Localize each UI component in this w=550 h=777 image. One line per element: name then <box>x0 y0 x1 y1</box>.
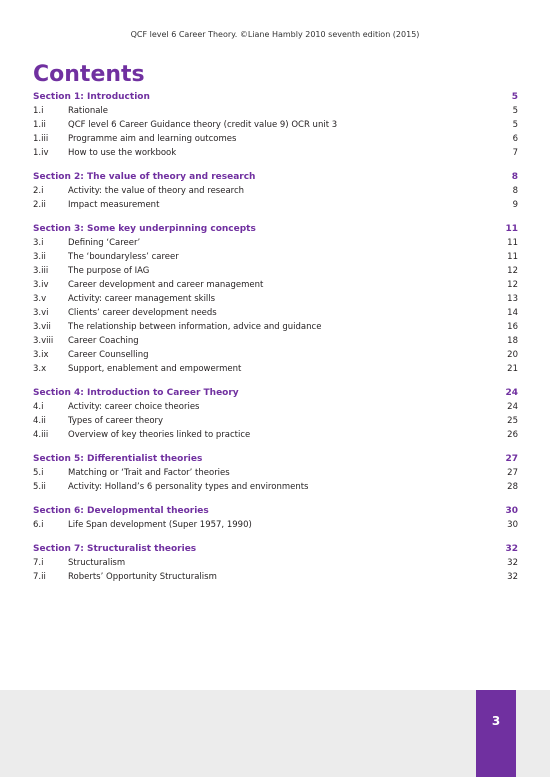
entry-page: 11 <box>507 252 518 262</box>
section-heading[interactable] <box>33 452 518 466</box>
entry-title: Defining ‘Career’ <box>68 238 141 248</box>
entry-page: 32 <box>507 558 518 568</box>
section-page: 8 <box>511 172 518 182</box>
table-of-contents <box>33 90 518 594</box>
entry-number: 3.ix <box>33 350 49 360</box>
entry-page: 30 <box>507 520 518 530</box>
entry-title: The purpose of IAG <box>68 266 150 276</box>
section-title: Section 7: Structuralist theories <box>33 544 197 554</box>
toc-entry[interactable] <box>33 428 518 442</box>
entry-page: 9 <box>512 200 518 210</box>
entry-title: Programme aim and learning outcomes <box>68 134 237 144</box>
section-page: 11 <box>505 224 518 234</box>
section-title: Section 6: Developmental theories <box>33 506 209 516</box>
entry-title: Career development and career management <box>68 280 264 290</box>
entry-page: 14 <box>507 308 518 318</box>
entry-title: Activity: career management skills <box>68 294 216 304</box>
entry-number: 7.ii <box>33 572 46 582</box>
section-title: Section 2: The value of theory and research <box>33 172 256 182</box>
section-title: Section 4: Introduction to Career Theory <box>33 388 239 398</box>
section-title: Section 3: Some key underpinning concepts <box>33 224 256 234</box>
toc-entry[interactable] <box>33 198 518 212</box>
entry-page: 18 <box>507 336 518 346</box>
section-heading[interactable] <box>33 542 518 556</box>
entry-title: Activity: career choice theories <box>68 402 200 412</box>
toc-entry[interactable] <box>33 570 518 584</box>
entry-title: Impact measurement <box>68 200 160 210</box>
section-page: 30 <box>505 506 518 516</box>
toc-entry[interactable] <box>33 466 518 480</box>
entry-number: 1.iv <box>33 148 49 158</box>
entry-title: Matching or ‘Trait and Factor’ theories <box>68 468 230 478</box>
entry-number: 1.i <box>33 106 44 116</box>
entry-title: Activity: the value of theory and research <box>68 186 245 196</box>
entry-number: 5.ii <box>33 482 46 492</box>
entry-number: 3.iv <box>33 280 49 290</box>
toc-entry[interactable] <box>33 184 518 198</box>
toc-entry[interactable] <box>33 278 518 292</box>
entry-number: 3.x <box>33 364 47 374</box>
toc-section <box>33 386 518 442</box>
entry-page: 7 <box>512 148 518 158</box>
toc-entry[interactable] <box>33 104 518 118</box>
entry-title: Support, enablement and empowerment <box>68 364 242 374</box>
toc-entry[interactable] <box>33 400 518 414</box>
entry-page: 5 <box>512 120 518 130</box>
toc-entry[interactable] <box>33 146 518 160</box>
toc-section <box>33 452 518 494</box>
toc-entry[interactable] <box>33 306 518 320</box>
running-header: QCF level 6 Career Theory. ©Liane Hambly 2010 seventh edition (2015) <box>130 30 420 39</box>
entry-title: Activity: Holland’s 6 personality types and environments <box>68 482 309 492</box>
toc-entry[interactable] <box>33 236 518 250</box>
entry-page: 12 <box>507 266 518 276</box>
entry-number: 3.iii <box>33 266 49 276</box>
entry-number: 7.i <box>33 558 44 568</box>
entry-number: 3.vii <box>33 322 51 332</box>
page-number-box <box>476 690 516 777</box>
entry-number: 4.iii <box>33 430 49 440</box>
entry-number: 3.v <box>33 294 47 304</box>
entry-number: 3.viii <box>33 336 54 346</box>
section-heading[interactable] <box>33 170 518 184</box>
toc-section <box>33 504 518 532</box>
entry-title: How to use the workbook <box>68 148 177 158</box>
entry-number: 1.iii <box>33 134 49 144</box>
toc-entry[interactable] <box>33 250 518 264</box>
toc-entry[interactable] <box>33 264 518 278</box>
entry-page: 16 <box>507 322 518 332</box>
toc-entry[interactable] <box>33 292 518 306</box>
section-heading[interactable] <box>33 222 518 236</box>
toc-entry[interactable] <box>33 348 518 362</box>
entry-number: 4.ii <box>33 416 46 426</box>
entry-title: Clients’ career development needs <box>68 308 217 318</box>
entry-number: 3.ii <box>33 252 46 262</box>
section-page: 32 <box>505 544 518 554</box>
entry-title: Roberts’ Opportunity Structuralism <box>68 572 217 582</box>
entry-page: 25 <box>507 416 518 426</box>
page-number: 3 <box>491 714 501 728</box>
footer-band <box>0 690 550 777</box>
entry-title: Types of career theory <box>68 416 164 426</box>
entry-page: 28 <box>507 482 518 492</box>
toc-section <box>33 222 518 376</box>
toc-entry[interactable] <box>33 362 518 376</box>
page-title: Contents <box>33 62 145 87</box>
entry-page: 21 <box>507 364 518 374</box>
entry-number: 3.i <box>33 238 44 248</box>
section-title: Section 5: Differentialist theories <box>33 454 203 464</box>
entry-page: 8 <box>512 186 518 196</box>
toc-entry[interactable] <box>33 132 518 146</box>
entry-title: Rationale <box>68 106 109 116</box>
section-heading[interactable] <box>33 504 518 518</box>
section-title: Section 1: Introduction <box>33 92 150 102</box>
entry-number: 3.vi <box>33 308 49 318</box>
section-page: 24 <box>505 388 518 398</box>
entry-title: The relationship between information, advice and guidance <box>68 322 322 332</box>
toc-section <box>33 542 518 584</box>
toc-entry[interactable] <box>33 118 518 132</box>
entry-title: Overview of key theories linked to practice <box>68 430 251 440</box>
entry-title: The ‘boundaryless’ career <box>68 252 179 262</box>
toc-entry[interactable] <box>33 334 518 348</box>
toc-entry[interactable] <box>33 518 518 532</box>
toc-entry[interactable] <box>33 320 518 334</box>
entry-title: QCF level 6 Career Guidance theory (credit value 9) OCR unit 3 <box>68 120 338 130</box>
entry-page: 20 <box>507 350 518 360</box>
entry-number: 5.i <box>33 468 44 478</box>
toc-entry[interactable] <box>33 556 518 570</box>
section-heading[interactable] <box>33 90 518 104</box>
entry-title: Career Counselling <box>68 350 149 360</box>
section-heading[interactable] <box>33 386 518 400</box>
entry-number: 1.ii <box>33 120 46 130</box>
section-page: 5 <box>511 92 518 102</box>
entry-number: 4.i <box>33 402 44 412</box>
entry-title: Career Coaching <box>68 336 139 346</box>
section-page: 27 <box>505 454 518 464</box>
toc-section <box>33 170 518 212</box>
entry-page: 12 <box>507 280 518 290</box>
toc-entry[interactable] <box>33 480 518 494</box>
entry-page: 11 <box>507 238 518 248</box>
entry-number: 6.i <box>33 520 44 530</box>
entry-number: 2.i <box>33 186 44 196</box>
entry-page: 27 <box>507 468 518 478</box>
entry-page: 24 <box>507 402 518 412</box>
toc-entry[interactable] <box>33 414 518 428</box>
toc-section <box>33 90 518 160</box>
entry-page: 6 <box>512 134 518 144</box>
entry-page: 32 <box>507 572 518 582</box>
entry-title: Structuralism <box>68 558 126 568</box>
entry-page: 26 <box>507 430 518 440</box>
entry-title: Life Span development (Super 1957, 1990) <box>68 520 252 530</box>
entry-number: 2.ii <box>33 200 46 210</box>
entry-page: 13 <box>507 294 518 304</box>
entry-page: 5 <box>512 106 518 116</box>
